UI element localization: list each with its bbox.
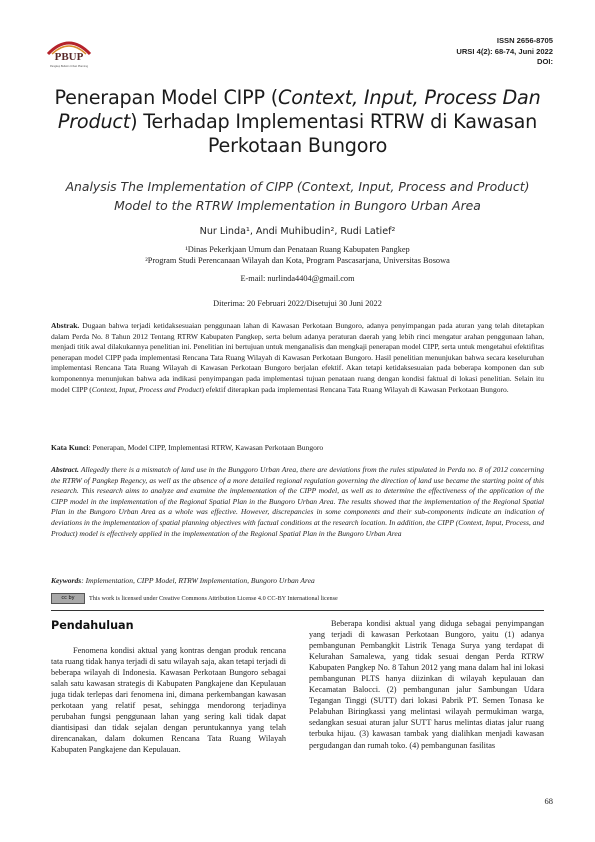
abstract-english (51, 465, 544, 539)
volume-info: URSI 4(2): 68-74, Juni 2022 (456, 46, 553, 56)
section-divider (51, 610, 544, 611)
doi: DOI: (536, 57, 553, 66)
journal-logo (38, 34, 100, 70)
section-heading-pendahuluan: Pendahuluan (51, 619, 134, 632)
journal-logo-icon (38, 34, 100, 70)
title-line2-italic: Product (57, 110, 131, 133)
english-title (40, 177, 555, 215)
english-title-line1: Analysis The Implementation of CIPP (Context, Input, Process and Product) (65, 179, 530, 194)
abstract-text: Dugaan bahwa terjadi ketidaksesuaian penggunaan lahan di Kawasan Perkotaan Bungoro, adanya penyimpangan pada aturan yang telah ditetapkan dalam Perda No. 8 Tahun 2012 Tentang RTRW Kabupaten Pangkep, serta belum adanya peraturan daerah yang lebih rinci mengatur arahan penggunaan lahan, menjadi titik awal dilakukannya penelitian ini. Penelitian ini bertujuan untuk menganalisis dan mengkaji penerapan model CIPP, serta untuk mengetahui efektifitas penerapan model CIPP pada implementasi Rencana Tata Ruang Wilayah di Kawasan Perkotaan Bungoro. Hasil penelitian menunjukan bahwa secara keseluruhan implementasi Rencana Tata Ruang Wilayah di Kawasan Perkotaan Bungoro berjalan efektif. Akan tetapi ketidaksesuaian pada beberapa komponen dan sub komponennya menunjukan bahwa ada indikasi penyimpangan pada implementasi tujuan penataan ruang dengan kondisi faktual di lokasi penelitian. Selain itu model CIPP ( (51, 321, 544, 394)
body-column-right (309, 618, 544, 751)
author-email: E-mail: nurlinda4404@gmail.com (240, 274, 355, 283)
page-number: 68 (544, 796, 553, 806)
keywords-en-text: : Implementation, CIPP Model, RTRW Implementation, Bungoro Urban Area (81, 576, 315, 585)
abstract-indonesian (51, 321, 544, 395)
logo-text: PBUP (54, 51, 84, 63)
abstract-en-label: Abstract. (51, 465, 79, 474)
keywords-label: Kata Kunci (51, 443, 89, 452)
title-line1-italic: Context, Input, Process Dan (278, 86, 541, 109)
title-line3: Perkotaan Bungoro (207, 134, 388, 157)
abstract-italic: Context, Input, Process and Product (91, 384, 202, 394)
abstract-en-text: Allegedly there is a mismatch of land use in the Bunggoro Urban Area, there are deviations from the rules stipulated in Perda no. 8 of 2012 concerning the RTRW of Pangkep Regency, as well as the absence of a more detailed regional regulation governing the direction of land use became the starting point of this research. This research aims to analyze and examine the implementation of the CIPP model, as well as to determine the effectiveness of the application of the CIPP model in the implementation of the Regional Spatial Plan in the Bungoro Urban Area. The results showed that the implementation of the Regional Spatial Plan in the Bungoro Urban Area as a whole was effective. However, discrepancies in some components and their sub-components indicate an indication of deviations in the implementation of spatial planning objectives with factual conditions at the research location. In addition, the CIPP (Context, Input, Process, and Product) model is effectively applied in the implementation of the Regional Spatial Plan in the Bungoro Urban Area (51, 465, 544, 538)
issn: ISSN 2656-8705 (496, 36, 553, 45)
submission-dates: Diterima: 20 Februari 2022/Disetujui 30 Juni 2022 (213, 299, 382, 308)
english-title-line2: Model to the RTRW Implementation in Bungoro Urban Area (114, 198, 481, 213)
authors: Nur Linda¹, Andi Muhibudin², Rudi Latief² (199, 226, 396, 237)
paper-title (40, 86, 555, 158)
affiliations (40, 244, 555, 266)
title-line1: Penerapan Model CIPP ( (54, 86, 279, 109)
cc-by-badge-icon[interactable]: cc by (51, 593, 85, 604)
license-line (51, 593, 544, 605)
logo-subtitle: Pangkep Bulletin Urban Planning (49, 65, 89, 68)
keywords-text: : Penerapan, Model CIPP, Implementasi RTRW, Kawasan Perkotaan Bungoro (88, 443, 324, 452)
paragraph-left: Fenomena kondisi aktual yang kontras dengan produk rencana tata ruang tidak hanya terjadi di satu wilayah saja, akan tetapi terjadi di beberapa wilayah di Indonesia. Kawasan Perkotaan Bungoro sebagai salah satu kawasan strategis di Kabupaten Pangkajene dan Kepulauan juga tidak terlepas dari fenomena ini, dimana perkembangan kawasan perkotaan yang relatif pesat, sehingga mendorong terjadinya perubahan fungsi penggunaan lahan yang sering kali tidak dapat diantisipasi dan tidak sejalan dengan peruntukannya yang telah direncanakan, dalam dokumen Rencana Tata Ruang Wilayah Kabupaten Pangkajene dan Kepulauan. (51, 646, 286, 755)
journal-meta (456, 36, 553, 68)
license-text: This work is licensed under Creative Commons Attribution License 4.0 CC-BY International license (89, 595, 338, 602)
paragraph-right: Beberapa kondisi aktual yang diduga sebagai penyimpangan yang terjadi di kawasan Perkotaan Bungoro, yaitu (1) adanya pembangunan Pembangkit Listrik Tenaga Surya yang terdapat di Kelurahan Samalewa, yang tidak sesuai dengan Perda RTRW Kabupaten Pangkep No. 8 Tahun 2012 yang mana dalam hal ini lokasi pembangunan PLTS hanya diizinkan di wilayah kepulauan dan Kecamatan Balocci. (2) pembangunan jalur Sambungan Udara Tegangan Tinggi (SUTT) dari lokasi Pabrik PT. Semen Tonasa ke Pelabuhan Biringkassi yang melintasi wilayah permukiman warga, sedangkan sesuai aturan jalur SUTT harus melintas diatas jalur ruang terbuka hijau. (3) kawasan tambak yang dialihkan menjadi kawasan pergudangan dan rumah toko. (4) pembangunan fasilitas (309, 619, 544, 750)
keywords-english (51, 576, 544, 587)
affiliation-2: ²Program Studi Perencanaan Wilayah dan Kota, Program Pascasarjana, Universitas Bosowa (145, 256, 450, 265)
abstract-label: Abstrak. (51, 321, 80, 330)
keywords-indonesian (51, 443, 544, 454)
keywords-en-label: Keywords (51, 576, 82, 585)
affiliation-1: ¹Dinas Pekerkjaan Umum dan Penataan Ruang Kabupaten Pangkep (185, 245, 410, 254)
body-column-left (51, 618, 286, 755)
abstract-text-2: ) efektif diterapkan pada implementasi Rencana Tata Ruang Wilayah di Kawasan Perkotaan Bungoro. (201, 384, 509, 394)
title-line2: ) Terhadap Implementasi RTRW di Kawasan (130, 110, 538, 133)
